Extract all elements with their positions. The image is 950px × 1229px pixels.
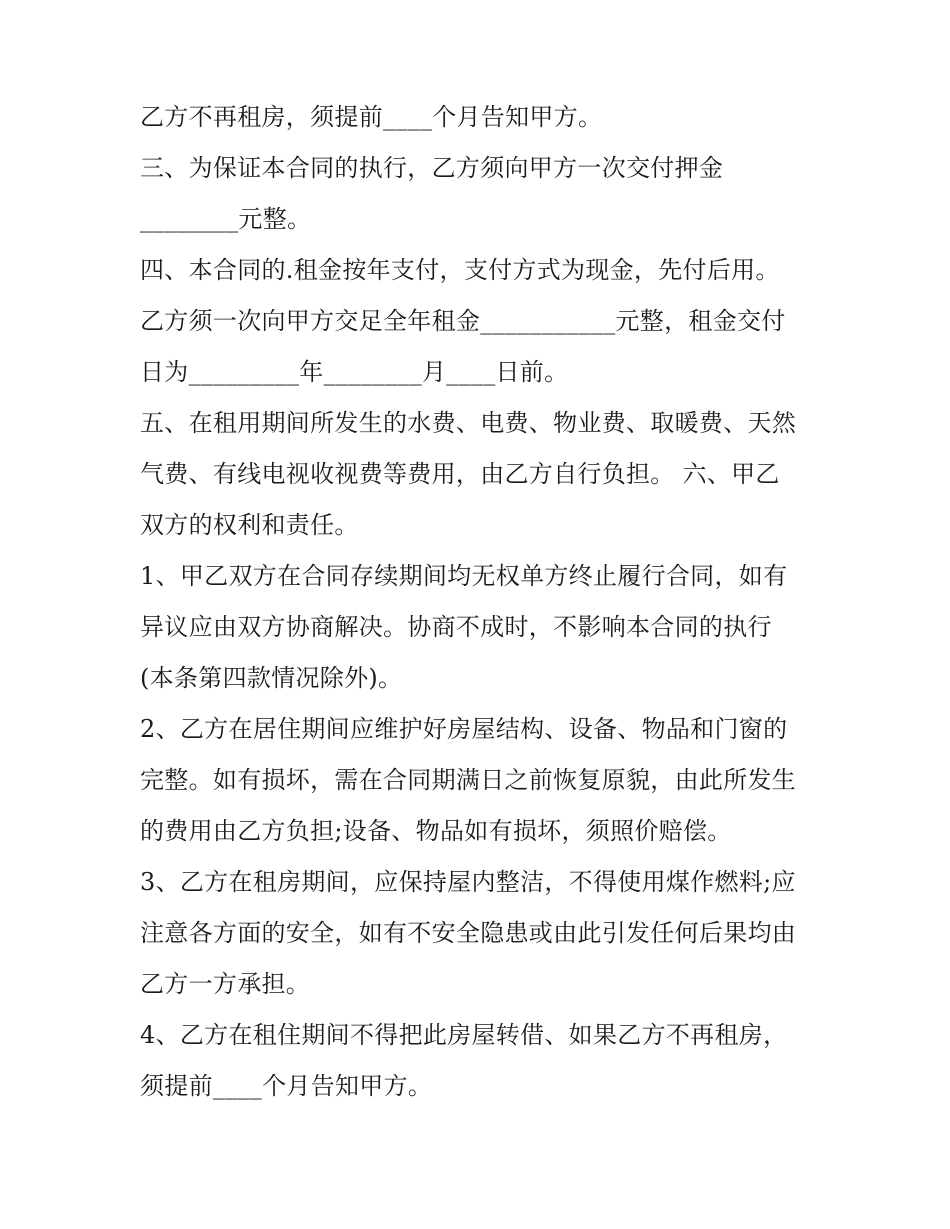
text-line: 2、乙方在居住期间应维护好房屋结构、设备、物品和门窗的	[140, 715, 788, 743]
text-line: 乙方不再租房，须提前____个月告知甲方。	[140, 103, 603, 131]
text-line: 的费用由乙方负担;设备、物品如有损坏，须照价赔偿。	[140, 817, 732, 845]
text-line: 乙方一方承担。	[140, 970, 311, 998]
text-line: (本条第四款情况除外)。	[140, 664, 403, 692]
text-line: 五、在租用期间所发生的水费、电费、物业费、取暖费、天然	[140, 409, 797, 437]
text-line: 3、乙方在租房期间，应保持屋内整洁，不得使用煤作燃料;应	[140, 868, 796, 896]
text-line: 四、本合同的.租金按年支付，支付方式为现金，先付后用。	[140, 256, 780, 284]
text-line: 三、为保证本合同的执行，乙方须向甲方一次交付押金	[140, 154, 724, 182]
text-line: 4、乙方在租住期间不得把此房屋转借、如果乙方不再租房，	[140, 1021, 788, 1049]
text-line: 气费、有线电视收视费等费用，由乙方自行负担。 六、甲乙	[140, 460, 780, 488]
text-line: ________元整。	[140, 205, 312, 233]
text-line: 须提前____个月告知甲方。	[140, 1072, 433, 1100]
text-line: 完整。如有损坏，需在合同期满日之前恢复原貌，由此所发生	[140, 766, 797, 794]
text-line: 乙方须一次向甲方交足全年租金___________元整，租金交付	[140, 307, 786, 335]
text-line: 注意各方面的安全，如有不安全隐患或由此引发任何后果均由	[140, 919, 797, 947]
text-line: 双方的权利和责任。	[140, 511, 359, 539]
text-line: 1、甲乙双方在合同存续期间均无权单方终止履行合同，如有	[140, 562, 788, 590]
text-line: 异议应由双方协商解决。协商不成时，不影响本合同的执行	[140, 613, 772, 641]
contract-text	[140, 105, 830, 1125]
text-line: 日为_________年________月____日前。	[140, 358, 569, 386]
